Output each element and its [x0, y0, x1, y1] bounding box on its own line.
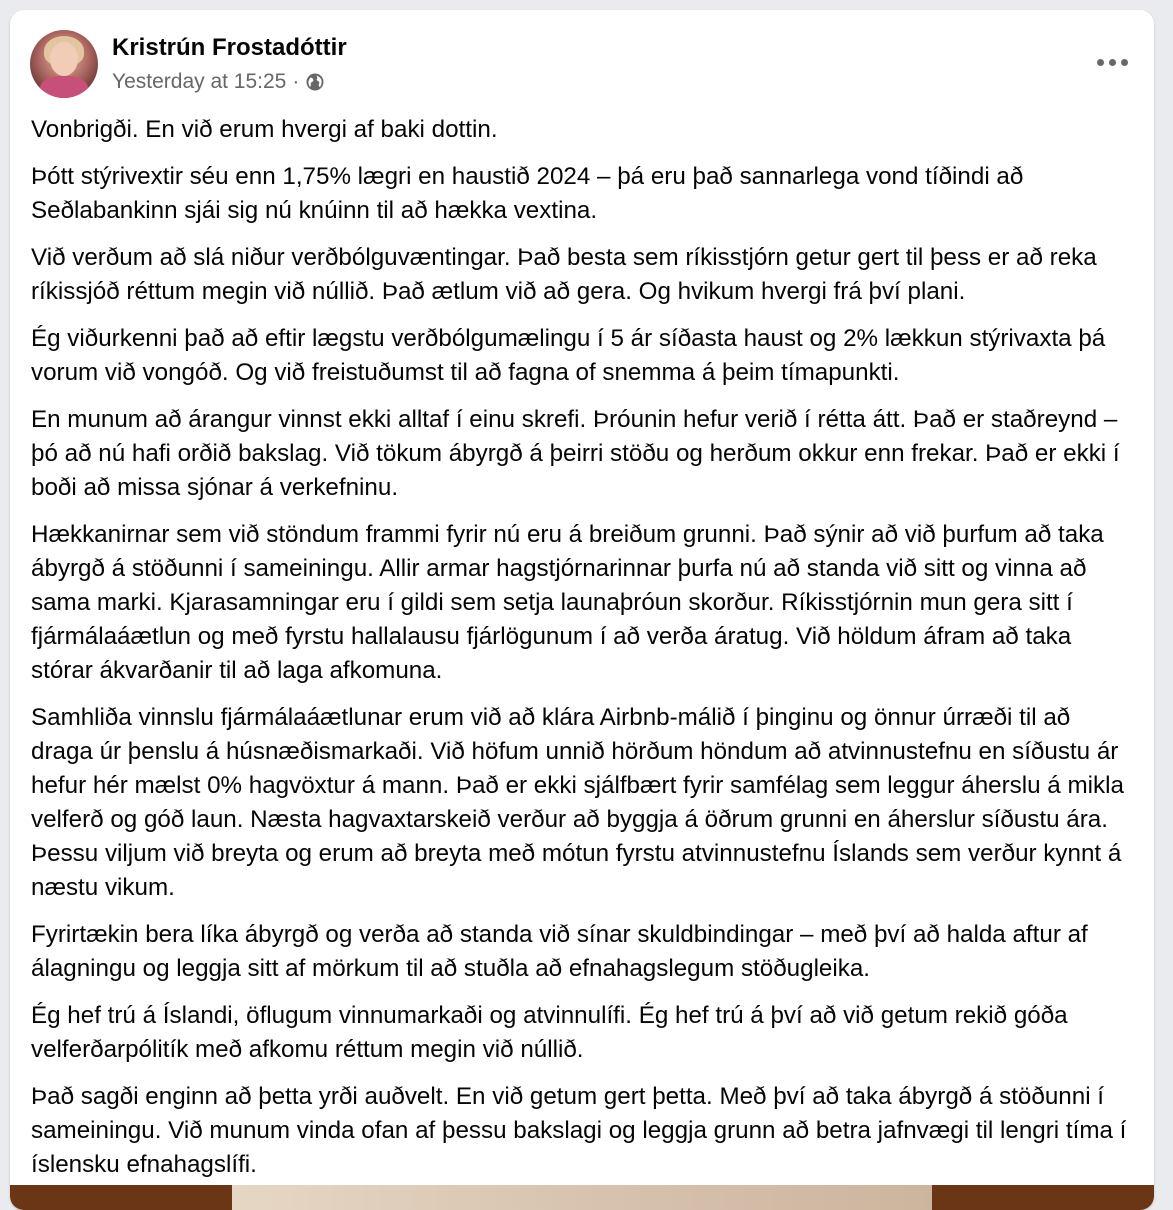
post-timestamp[interactable]: Yesterday at 15:25: [112, 70, 287, 93]
post-paragraph: Það sagði enginn að þetta yrði auðvelt. En við getum gert þetta. Með því að taka ábyrgð á stöðunni í sameiningu. Við munum vinda ofan af þessu bakslagi og leggja grunn að betra jafnvægi til lengri tíma í íslensku efnahagslífi.: [31, 1083, 1127, 1178]
more-dot: [1121, 59, 1128, 66]
post-body: [31, 113, 1136, 1195]
globe-icon[interactable]: [305, 72, 325, 92]
post-paragraph: Ég hef trú á Íslandi, öflugum vinnumarkaði og atvinnulífi. Ég hef trú á því að við getum rekið góða velferðarpólitík með afkomu réttum megin við núllið.: [31, 1002, 1068, 1063]
post-paragraph: Ég viðurkenni það að eftir lægstu verðbólgumælingu í 5 ár síðasta haust og 2% lækkun stýrivaxta þá vorum við vongóð. Og við freistuðumst til að fagna of snemma á þeim tímapunkti.: [31, 325, 1106, 386]
more-options-icon[interactable]: [1090, 48, 1134, 76]
post-meta: [112, 70, 325, 94]
post-paragraph: Hækkanirnar sem við stöndum frammi fyrir nú eru á breiðum grunni. Það sýnir að við þurfum að taka ábyrgð á stöðunni í sameiningu. Allir armar hagstjórnarinnar þurfa nú að standa við sitt og vinna að sama marki. Kjarasamningar eru í gildi sem setja launaþróun skorður. Ríkisstjórnin mun gera sitt í fjármálaáætlun og með fyrstu hallalausu fjárlögunum í að verða áratug. Við höldum áfram að taka stórar ákvarðanir til að laga afkomuna.: [31, 521, 1104, 684]
more-dot: [1109, 59, 1116, 66]
post-paragraph: Vonbrigði. En við erum hvergi af baki dottin.: [31, 116, 498, 143]
post-paragraph: Við verðum að slá niður verðbólguvæntingar. Það besta sem ríkisstjórn getur gert til þess er að reka ríkissjóð réttum megin við núllið. Það ætlum við að gera. Og hvikum hvergi frá því plani.: [31, 244, 1097, 305]
post-image-photo: [232, 1185, 932, 1210]
avatar[interactable]: [30, 30, 98, 98]
author-name[interactable]: Kristrún Frostadóttir: [112, 34, 347, 61]
avatar-face: [50, 42, 78, 76]
post-paragraph: Fyrirtækin bera líka ábyrgð og verða að standa við sínar skuldbindingar – með því að halda aftur af álagningu og leggja sitt af mörkum til að stuðla að efnahagslegum stöðugleika.: [31, 921, 1088, 982]
post-paragraph: Þótt stýrivextir séu enn 1,75% lægri en haustið 2024 – þá eru það sannarlega vond tíðindi að Seðlabankinn sjái sig nú knúinn til að hækka vextina.: [31, 163, 1024, 224]
avatar-shirt: [40, 76, 88, 98]
post-paragraph: En munum að árangur vinnst ekki alltaf í einu skrefi. Þróunin hefur verið í rétta átt. Það er staðreynd – þó að nú hafi orðið bakslag. Við tökum ábyrgð á þeirri stöðu og herðum okkur enn frekar. Það er ekki í boði að missa sjónar á verkefninu.: [31, 406, 1120, 501]
post-paragraph: Samhliða vinnslu fjármálaáætlunar erum við að klára Airbnb-málið í þinginu og önnur úrræði til að draga úr þenslu á húsnæðismarkaði. Við höfum unnið hörðum höndum að atvinnustefnu en síðustu ár hefur hér mælst 0% hagvöxtur á mann. Það er ekki sjálfbært fyrir samfélag sem leggur áherslu á mikla velferð og góð laun. Næsta hagvaxtarskeið verður að byggja á öðrum grunni en áherslur síðustu ára. Þessu viljum við breyta og erum að breyta með mótun fyrstu atvinnustefnu Íslands sem verður kynnt á næstu vikum.: [31, 704, 1124, 901]
post-card: [10, 10, 1154, 1210]
meta-separator: ·: [292, 70, 300, 93]
more-dot: [1097, 59, 1104, 66]
post-image[interactable]: [10, 1185, 1154, 1210]
post-header: [30, 30, 1134, 100]
